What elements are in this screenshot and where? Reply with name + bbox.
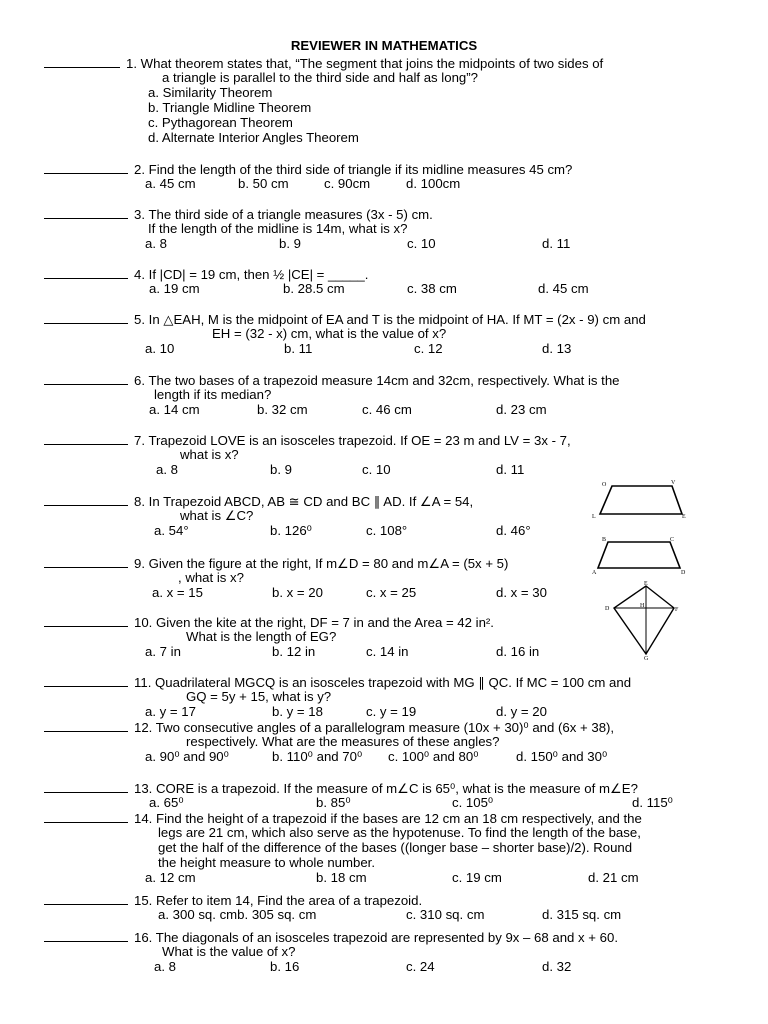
choice-b[interactable]: b. 9 [279, 236, 301, 251]
choice-c[interactable]: c. Pythagorean Theorem [148, 115, 293, 130]
question-number: 11. [134, 675, 152, 690]
answer-blank-15[interactable] [44, 892, 128, 905]
trapezoid-abcd-figure [592, 534, 692, 576]
question-number: 8. [134, 494, 145, 509]
vertex-label: D [605, 606, 610, 612]
choice-d[interactable]: d. x = 30 [496, 585, 547, 600]
answer-blank-16[interactable] [44, 929, 128, 942]
answer-blank-11[interactable] [44, 674, 128, 687]
answer-blank-9[interactable] [44, 555, 128, 568]
answer-blank-2[interactable] [44, 161, 128, 174]
question-number: 4. [134, 267, 145, 282]
choice-c[interactable]: c. 108° [366, 523, 408, 538]
question-text: The third side of a triangle measures (3x - 5) cm. [148, 207, 433, 222]
question-number: 9. [134, 556, 145, 571]
choice-a[interactable]: a. 10 [145, 341, 175, 356]
choice-b[interactable]: b. x = 20 [272, 585, 323, 600]
question-number: 7. [134, 433, 145, 448]
choice-a[interactable]: a. 54° [154, 523, 189, 538]
question-5 [44, 311, 734, 356]
choice-d[interactable]: d. 45 cm [538, 281, 589, 296]
choice-b[interactable]: b. 28.5 cm [283, 281, 345, 296]
answer-blank-1[interactable] [44, 55, 120, 68]
choice-d[interactable]: d. 23 cm [496, 402, 547, 417]
question-text: GQ = 5y + 15, what is y? [186, 689, 332, 704]
question-number: 12. [134, 720, 153, 735]
answer-blank-7[interactable] [44, 432, 128, 445]
choice-c[interactable]: c. 38 cm [407, 281, 457, 296]
vertex-label: V [671, 480, 676, 486]
choice-b[interactable]: b. 11 [284, 341, 313, 356]
vertex-label: O [602, 482, 607, 488]
choice-b[interactable]: b. 18 cm [316, 870, 367, 885]
choice-d[interactable]: d. 16 in [496, 644, 540, 659]
question-text: In △EAH, M is the midpoint of EA and T is the midpoint of HA. If MT = (2x - 9) cm and [148, 312, 646, 327]
choice-a[interactable]: a. 45 cm [145, 176, 196, 191]
choice-c[interactable]: c. 19 cm [452, 870, 502, 885]
choice-d[interactable]: d. y = 20 [496, 704, 547, 719]
choice-c[interactable]: c. 90cm [324, 176, 371, 191]
choice-b[interactable]: b. 126⁰ [270, 523, 312, 538]
choice-a[interactable]: a. Similarity Theorem [148, 85, 273, 100]
question-number: 13. [134, 781, 153, 796]
choice-a[interactable]: a. 65⁰ [149, 795, 184, 810]
choice-c[interactable]: c. 14 in [366, 644, 409, 659]
question-text: If |CD| = 19 cm, then ½ |CE| = _____. [148, 267, 369, 282]
question-6 [44, 372, 734, 417]
question-number: 16. [134, 930, 153, 945]
trapezoid-shape [600, 486, 682, 514]
choice-b[interactable]: b. 110⁰ and 70⁰ [272, 749, 363, 764]
answer-blank-3[interactable] [44, 206, 128, 219]
choice-d[interactable]: d. 13 [542, 341, 572, 356]
answer-blank-14[interactable] [44, 810, 128, 823]
question-text: , what is x? [178, 570, 244, 585]
choice-d[interactable]: d. 46° [496, 523, 531, 538]
question-text: In Trapezoid ABCD, AB ≅ CD and BC ∥ AD. If ∠A = 54, [148, 494, 474, 509]
question-text: length if its median? [154, 387, 272, 402]
question-text: What is the length of EG? [186, 629, 337, 644]
choice-a[interactable]: a. 7 in [145, 644, 181, 659]
vertex-label: G [644, 656, 649, 662]
question-12 [44, 719, 734, 764]
vertex-label: E [682, 514, 686, 520]
question-text: Trapezoid LOVE is an isosceles trapezoid. If OE = 23 m and LV = 3x - 7, [148, 433, 571, 448]
choice-d[interactable]: d. 32 [542, 959, 572, 974]
question-number: 3. [134, 207, 145, 222]
choice-a[interactable]: a. 90⁰ and 90⁰ [145, 749, 229, 764]
choice-c[interactable]: c. 310 sq. cm [406, 907, 485, 922]
question-text: Given the figure at the right, If m∠D = 80 and m∠A = (5x + 5) [148, 556, 509, 571]
question-7 [44, 432, 734, 477]
choice-a[interactable]: a. x = 15 [152, 585, 203, 600]
choice-d[interactable]: d. 150⁰ and 30⁰ [516, 749, 608, 764]
vertex-label: B [602, 537, 607, 543]
vertex-label: E [644, 581, 648, 587]
choice-b[interactable]: b. 12 in [272, 644, 316, 659]
question-14 [44, 810, 734, 885]
answer-blank-5[interactable] [44, 311, 128, 324]
choice-b[interactable]: b. 9 [270, 462, 292, 477]
question-13 [44, 780, 734, 810]
question-text: The diagonals of an isosceles trapezoid are represented by 9x – 68 and x + 60. [155, 930, 619, 945]
question-11 [44, 674, 734, 719]
vertex-label: A [592, 570, 597, 576]
question-text: Refer to item 14, Find the area of a trapezoid. [156, 893, 423, 908]
choice-a[interactable]: a. 14 cm [149, 402, 200, 417]
question-text: what is x? [180, 447, 239, 462]
choice-d[interactable]: d. 115⁰ [632, 795, 673, 810]
question-number: 5. [134, 312, 145, 327]
question-text: Two consecutive angles of a parallelogram measure (10x + 30)⁰ and (6x + 38), [155, 720, 615, 735]
vertex-label: D [681, 570, 686, 576]
answer-blank-10[interactable] [44, 614, 128, 627]
answer-blank-4[interactable] [44, 266, 128, 279]
trapezoid-shape [598, 542, 680, 568]
choice-d[interactable]: d. 21 cm [588, 870, 639, 885]
question-text: the height measure to whole number. [158, 855, 375, 870]
choice-c[interactable]: c. 105⁰ [452, 795, 494, 810]
choice-d[interactable]: d. 11 [496, 462, 525, 477]
trapezoid-love-figure [592, 478, 692, 522]
choice-a[interactable]: a. y = 17 [145, 704, 196, 719]
answer-blank-6[interactable] [44, 372, 128, 385]
choice-a[interactable]: a. 12 cm [145, 870, 196, 885]
choice-b[interactable]: b. y = 18 [272, 704, 323, 719]
choice-b[interactable]: b. 16 [270, 959, 300, 974]
choice-a[interactable]: a. 8 [145, 236, 167, 251]
vertex-label: F [675, 607, 679, 613]
question-number: 10. [134, 615, 153, 630]
kite-shape [614, 586, 674, 654]
question-text: CORE is a trapezoid. If the measure of m∠C is 65⁰, what is the measure of m∠E? [156, 781, 638, 796]
choice-c[interactable]: c. 24 [406, 959, 435, 974]
choice-c[interactable]: c. 12 [414, 341, 443, 356]
question-text: What theorem states that, “The segment that joins the midpoints of two sides of [140, 56, 604, 71]
choice-d[interactable]: d. Alternate Interior Angles Theorem [148, 130, 359, 145]
question-text: what is ∠C? [180, 508, 254, 523]
choice-c[interactable]: c. 10 [362, 462, 391, 477]
question-1 [44, 55, 734, 145]
choice-b[interactable]: b. Triangle Midline Theorem [148, 100, 312, 115]
question-number: 15. [134, 893, 153, 908]
question-number: 1. [126, 56, 137, 71]
choice-b[interactable]: b. 32 cm [257, 402, 308, 417]
choice-b[interactable]: b. 85⁰ [316, 795, 351, 810]
vertex-label: L [592, 514, 596, 520]
question-text: Quadrilateral MGCQ is an isosceles trapezoid with MG ∥ QC. If MC = 100 cm and [155, 675, 632, 690]
question-16 [44, 929, 734, 974]
question-text: get the half of the difference of the bases ((longer base – shorter base)/2). Round [158, 840, 633, 855]
question-text: What is the value of x? [162, 944, 296, 959]
question-15 [44, 892, 734, 922]
choice-d[interactable]: d. 315 sq. cm [542, 907, 622, 922]
choice-c[interactable]: c. 100⁰ and 80⁰ [388, 749, 479, 764]
choice-c[interactable]: c. x = 25 [366, 585, 417, 600]
question-text: Find the length of the third side of triangle if its midline measures 45 cm? [148, 162, 573, 177]
question-3 [44, 206, 734, 251]
answer-blank-13[interactable] [44, 780, 128, 793]
choice-c[interactable]: c. 10 [407, 236, 436, 251]
question-text: respectively. What are the measures of these angles? [186, 734, 500, 749]
choice-a[interactable]: a. 8 [154, 959, 176, 974]
question-text: Given the kite at the right, DF = 7 in and the Area = 42 in². [156, 615, 494, 630]
question-text: legs are 21 cm, which also serve as the hypotenuse. To find the length of the base, [158, 825, 641, 840]
choice-c[interactable]: c. y = 19 [366, 704, 417, 719]
question-text: If the length of the midline is 14m, what is x? [148, 221, 408, 236]
question-text: a triangle is parallel to the third side and half as long”? [162, 70, 478, 85]
choice-d[interactable]: d. 11 [542, 236, 571, 251]
vertex-label: H [640, 603, 645, 609]
page-title: REVIEWER IN MATHEMATICS [290, 38, 478, 53]
answer-blank-12[interactable] [44, 719, 128, 732]
vertex-label: C [670, 537, 675, 543]
choice-b[interactable]: b. 50 cm [238, 176, 289, 191]
question-number: 2. [134, 162, 145, 177]
question-text: The two bases of a trapezoid measure 14cm and 32cm, respectively. What is the [148, 373, 620, 388]
question-number: 6. [134, 373, 145, 388]
choice-a[interactable]: a. 8 [156, 462, 178, 477]
answer-blank-8[interactable] [44, 493, 128, 506]
choice-a[interactable]: a. 19 cm [149, 281, 200, 296]
question-2 [44, 161, 734, 191]
kite-figure [600, 578, 684, 662]
question-4 [44, 266, 734, 296]
choice-d[interactable]: d. 100cm [406, 176, 461, 191]
choice-c[interactable]: c. 46 cm [362, 402, 412, 417]
question-number: 14. [134, 811, 153, 826]
question-text: Find the height of a trapezoid if the bases are 12 cm an 18 cm respectively, and the [156, 811, 642, 826]
question-text: EH = (32 - x) cm, what is the value of x? [212, 326, 447, 341]
choice-ab[interactable]: a. 300 sq. cmb. 305 sq. cm [158, 907, 317, 922]
